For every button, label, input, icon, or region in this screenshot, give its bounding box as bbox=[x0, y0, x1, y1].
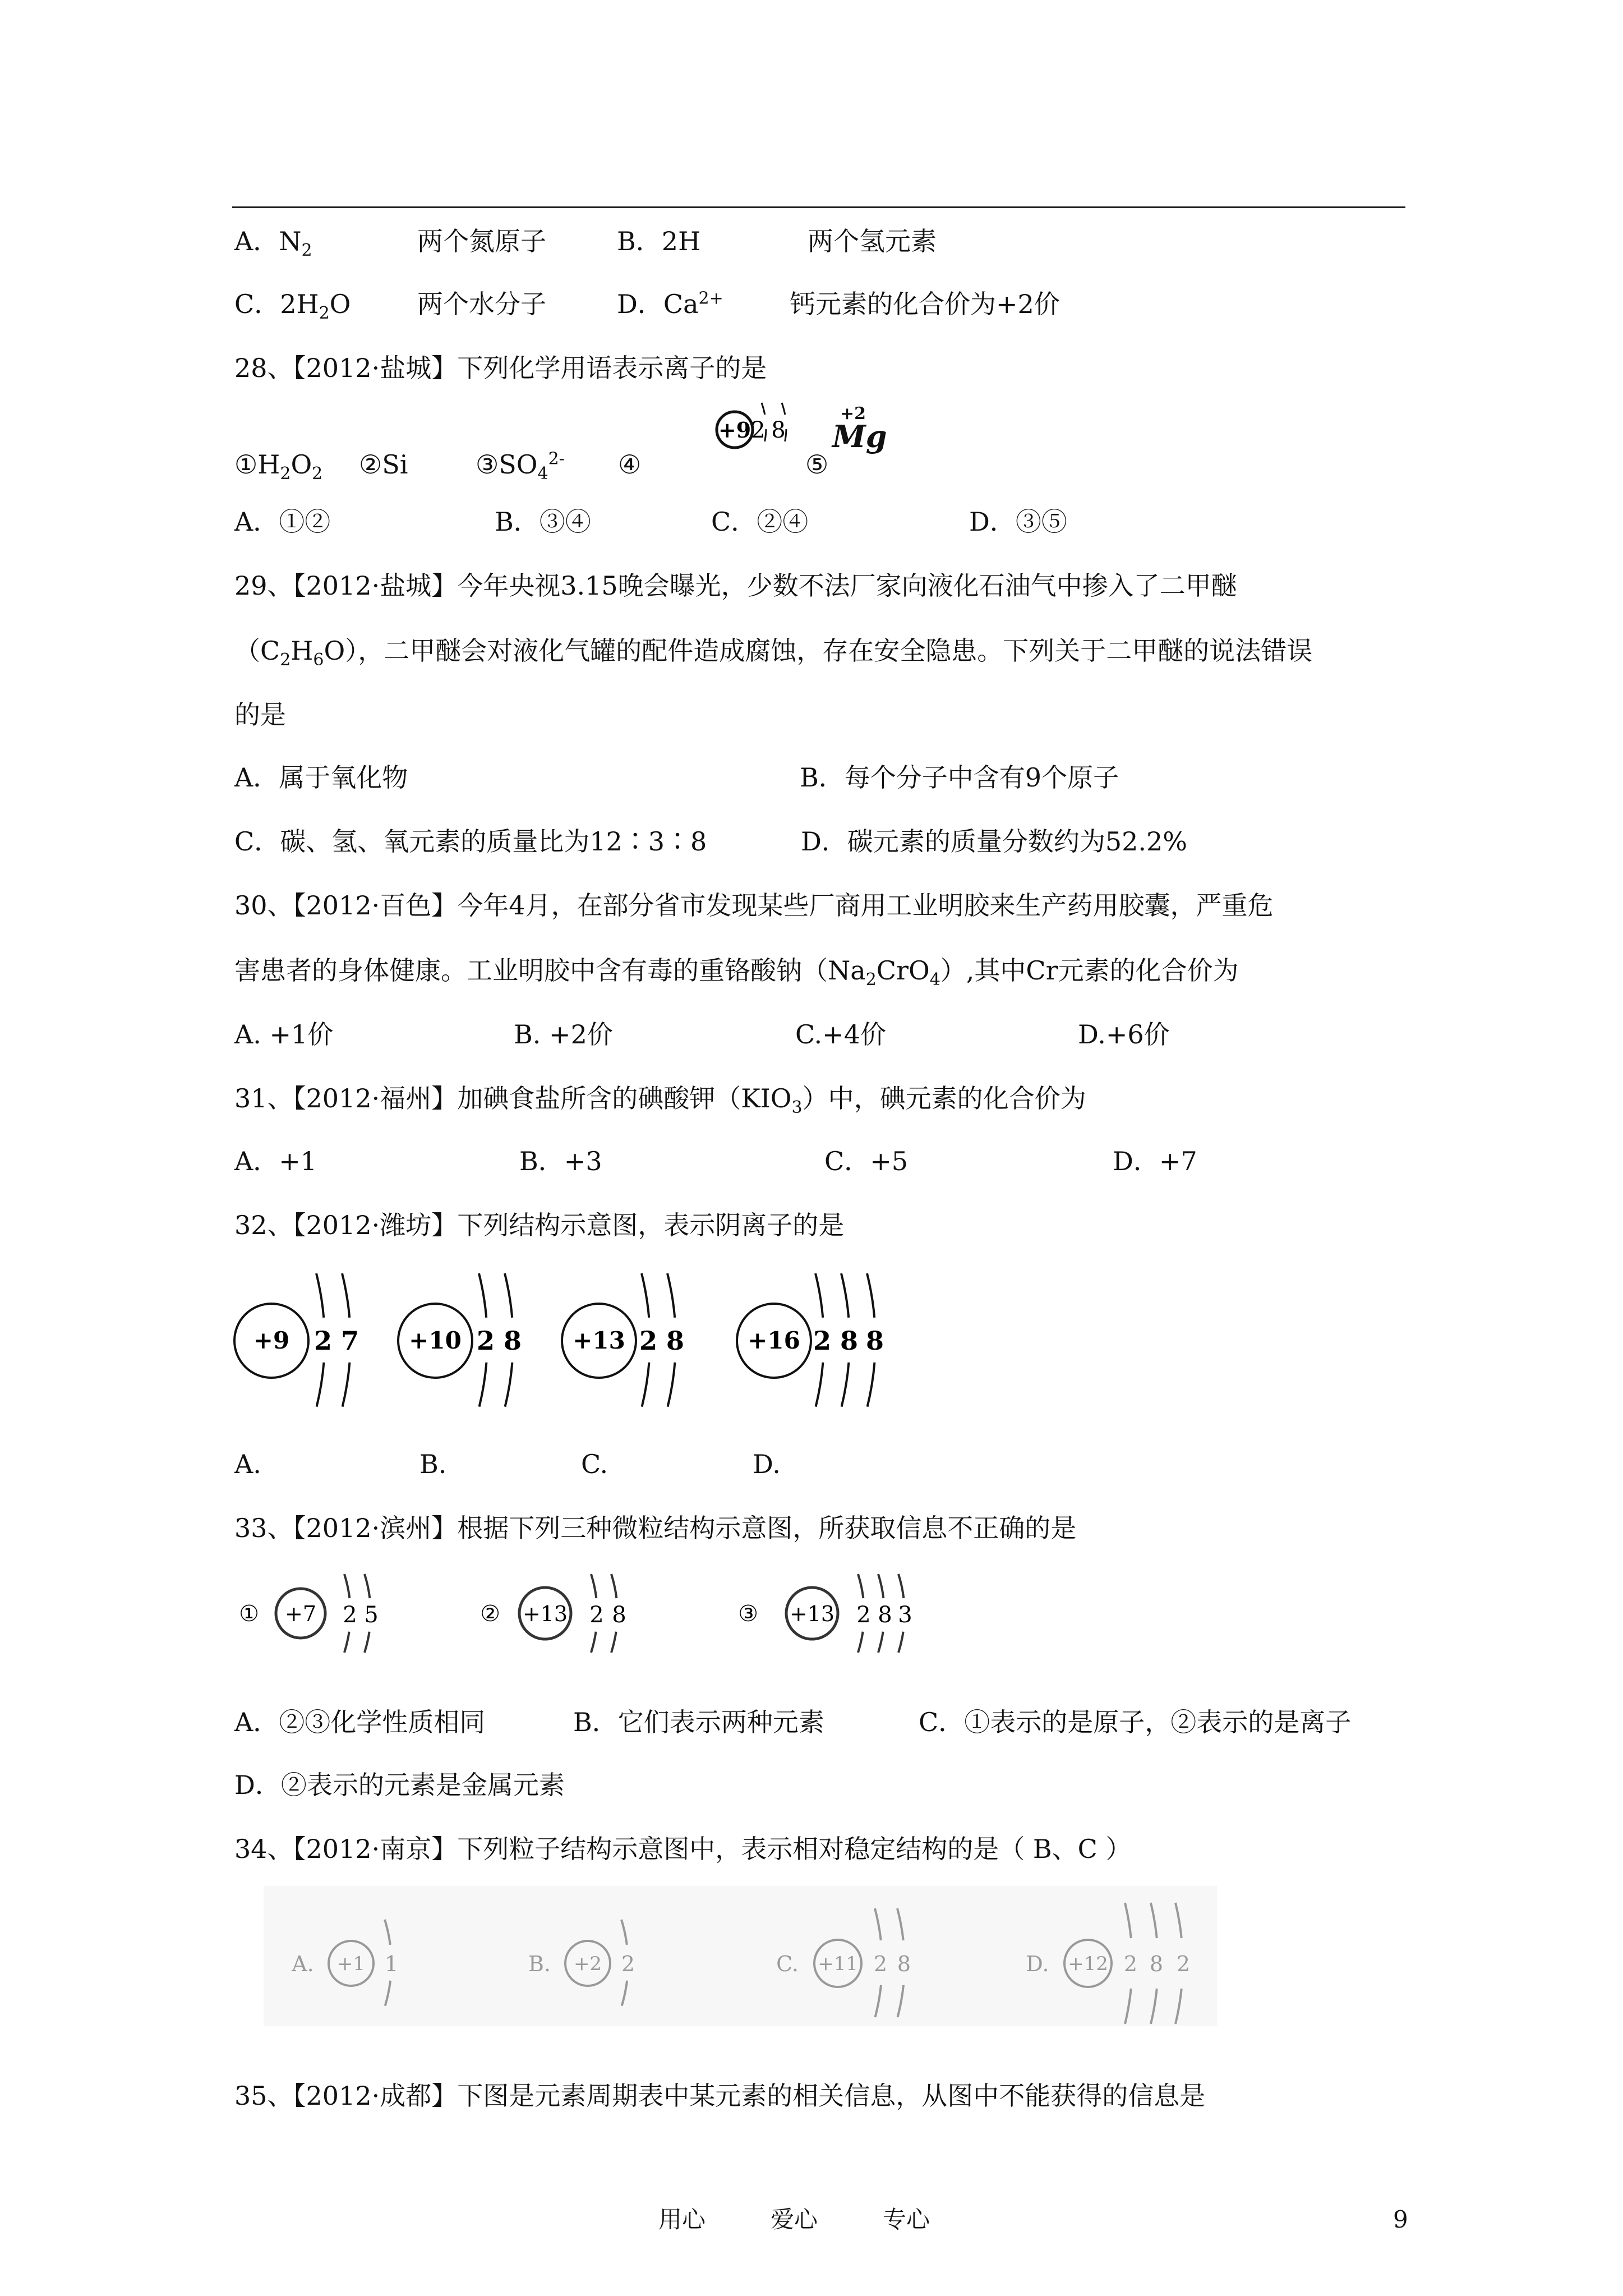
q34-c-nucleus: +11 bbox=[818, 1953, 858, 1975]
q33-index-3: ③ bbox=[738, 1601, 758, 1627]
q27-option-d-desc: 钙元素的化合价为+2价 bbox=[790, 289, 1060, 319]
q32-d-shell-1: 2 bbox=[813, 1326, 832, 1356]
q32-label-c: C. bbox=[581, 1449, 608, 1479]
q28-atom-diagram bbox=[712, 393, 791, 482]
q27-option-c-desc: 两个水分子 bbox=[417, 289, 546, 319]
q34-stem: 34、【2012·南京】下列粒子结构示意图中，表示相对稳定结构的是（ B、C ） bbox=[234, 1834, 1132, 1864]
q27-option-d: D．$Ca^{2+}$ bbox=[617, 288, 723, 319]
q35-stem: 35、【2012·成都】下图是元素周期表中某元素的相关信息，从图中不能获得的信息是 bbox=[234, 2081, 1206, 2111]
q34-d-label: D. bbox=[1026, 1952, 1049, 1976]
q28-mg-charge: +2 bbox=[840, 404, 866, 424]
q29-line-2: $(C_2H_6O)$，二甲醚会对液化气罐的配件造成腐蚀，存在安全隐患。下列关于二甲醚的说法错误 bbox=[234, 636, 1313, 670]
q34-d-shell-3: 2 bbox=[1176, 1952, 1191, 1976]
q33-figure-3 bbox=[738, 1574, 912, 1653]
q29-option-d: D．碳元素的质量分数约为52.2% bbox=[801, 826, 1188, 857]
q32-b-nucleus: +10 bbox=[409, 1327, 462, 1354]
q30-option-a: A. +1价 bbox=[234, 1019, 334, 1050]
q33-option-d: D．②表示的元素是金属元素 bbox=[234, 1770, 565, 1800]
q32-a-nucleus: +9 bbox=[253, 1327, 290, 1354]
q34-d-shell-2: 8 bbox=[1149, 1952, 1164, 1976]
q33-3-shell-2: 8 bbox=[878, 1602, 892, 1628]
q34-b-shell-1: 2 bbox=[621, 1952, 635, 1976]
q32-stem: 32、【2012·潍坊】下列结构示意图，表示阴离子的是 bbox=[234, 1210, 845, 1240]
q33-1-shell-2: 5 bbox=[364, 1602, 379, 1628]
q33-option-c: C．①表示的是原子，②表示的是离子 bbox=[919, 1707, 1352, 1737]
q31-option-d: D．+7 bbox=[1113, 1146, 1197, 1176]
q34-c-label: C. bbox=[776, 1952, 799, 1976]
q29-option-b: B．每个分子中含有9个原子 bbox=[800, 762, 1119, 793]
q34-a-shell-1: 1 bbox=[384, 1952, 399, 1976]
q28-stem: 28、【2012·盐城】下列化学用语表示离子的是 bbox=[234, 353, 767, 383]
q32-diagrams bbox=[232, 1262, 928, 1408]
q34-a-nucleus: +1 bbox=[336, 1953, 366, 1975]
q33-3-nucleus: +13 bbox=[789, 1602, 835, 1626]
q31-option-b: B．+3 bbox=[519, 1146, 602, 1176]
q29-option-a: A．属于氧化物 bbox=[234, 762, 408, 793]
q32-d-shell-3: 8 bbox=[865, 1326, 884, 1356]
q27-option-a: A．$N_2$ bbox=[234, 226, 312, 261]
q28-item-1: $①H_2O_2$ bbox=[234, 449, 323, 484]
q32-figure-c bbox=[562, 1273, 684, 1408]
footer-motto-2: 爱心 bbox=[771, 2206, 818, 2233]
header-rule bbox=[232, 206, 1405, 208]
q27-option-b: B．2H bbox=[617, 226, 701, 256]
q34-b-nucleus: +2 bbox=[573, 1953, 602, 1975]
q29-option-c: C．碳、氢、氧元素的质量比为12∶3∶8 bbox=[234, 826, 707, 857]
page-number: 9 bbox=[1393, 2206, 1408, 2233]
q33-3-shell-1: 2 bbox=[856, 1602, 871, 1628]
q27-option-c: C．$2H_2O$ bbox=[234, 289, 351, 324]
q34-b-label: B. bbox=[528, 1952, 551, 1976]
q28-option-a: A．①② bbox=[234, 507, 331, 537]
q29-line-1: 29、【2012·盐城】今年央视3.15晚会曝光，少数不法厂家向液化石油气中掺入了二甲醚 bbox=[234, 570, 1237, 601]
footer-motto-3: 专心 bbox=[883, 2206, 930, 2233]
q33-option-a: A．②③化学性质相同 bbox=[234, 1707, 486, 1737]
q33-option-b: B．它们表示两种元素 bbox=[573, 1707, 824, 1737]
q32-a-shell-2: 7 bbox=[340, 1326, 359, 1356]
q31-stem: 31、【2012·福州】加碘食盐所含的碘酸钾$(KIO_3)$中，碘元素的化合价为 bbox=[234, 1083, 1086, 1118]
q32-c-shell-1: 2 bbox=[639, 1326, 658, 1356]
q32-label-d: D. bbox=[753, 1449, 781, 1479]
q28-nucleus-label: +9 bbox=[718, 417, 751, 443]
q34-a-label: A. bbox=[292, 1952, 314, 1976]
q33-2-nucleus: +13 bbox=[522, 1602, 568, 1626]
q32-b-shell-1: 2 bbox=[476, 1326, 495, 1356]
q33-index-1: ① bbox=[239, 1601, 259, 1627]
q32-figure-a bbox=[234, 1273, 359, 1408]
q28-item-4: ④ bbox=[618, 449, 642, 480]
q32-label-a: A. bbox=[234, 1449, 261, 1479]
q33-1-shell-1: 2 bbox=[343, 1602, 357, 1628]
q27-option-b-desc: 两个氢元素 bbox=[808, 226, 937, 256]
q34-c-shell-2: 8 bbox=[897, 1952, 911, 1976]
q28-item-5: ⑤ bbox=[805, 449, 829, 480]
q32-a-shell-1: 2 bbox=[313, 1326, 333, 1356]
q32-d-nucleus: +16 bbox=[748, 1327, 800, 1354]
q32-c-nucleus: +13 bbox=[573, 1327, 625, 1354]
q28-option-c: C．②④ bbox=[711, 507, 809, 537]
q32-label-b: B. bbox=[419, 1449, 447, 1479]
q34-d-nucleus: +12 bbox=[1068, 1953, 1108, 1975]
q30-line-2: 害患者的身体健康。工业明胶中含有毒的重铬酸钠$(Na_2CrO_4)$,其中Cr元素的化合价为 bbox=[234, 955, 1239, 990]
q30-option-b: B. +2价 bbox=[514, 1019, 613, 1050]
q32-d-shell-2: 8 bbox=[840, 1326, 859, 1356]
q33-figure-2 bbox=[480, 1574, 626, 1653]
q30-line-1: 30、【2012·百色】今年4月，在部分省市发现某些厂商用工业明胶来生产药用胶囊，严重危 bbox=[234, 890, 1274, 921]
q27-option-a-desc: 两个氮原子 bbox=[417, 226, 546, 256]
q30-option-d: D.+6价 bbox=[1078, 1019, 1170, 1050]
q33-3-shell-3: 3 bbox=[898, 1602, 912, 1628]
q34-d-shell-1: 2 bbox=[1123, 1952, 1138, 1976]
q33-1-nucleus: +7 bbox=[284, 1602, 317, 1626]
q33-figure-1 bbox=[239, 1574, 379, 1653]
q28-item-2: ②Si bbox=[359, 449, 408, 480]
q33-index-2: ② bbox=[480, 1601, 500, 1627]
q31-option-a: A．+1 bbox=[234, 1146, 317, 1176]
q29-line-3: 的是 bbox=[234, 700, 286, 730]
q32-c-shell-2: 8 bbox=[666, 1326, 685, 1356]
q32-b-shell-2: 8 bbox=[503, 1326, 522, 1356]
q28-mg-symbol: Mg bbox=[832, 418, 887, 454]
q28-option-b: B．③④ bbox=[495, 507, 591, 537]
q28-item-3: $③SO_4^{2-}$ bbox=[476, 449, 565, 484]
q34-diagrams bbox=[264, 1886, 1217, 2026]
q28-shell-1: 2 bbox=[751, 417, 766, 443]
q32-figure-b bbox=[398, 1273, 522, 1408]
q33-stem: 33、【2012·滨州】根据下列三种微粒结构示意图，所获取信息不正确的是 bbox=[234, 1513, 1077, 1543]
q33-2-shell-1: 2 bbox=[589, 1602, 604, 1628]
q33-2-shell-2: 8 bbox=[612, 1602, 626, 1628]
footer-motto-1: 用心 bbox=[658, 2206, 706, 2233]
q32-figure-d bbox=[737, 1273, 884, 1408]
q28-option-d: D．③⑤ bbox=[969, 507, 1067, 537]
q31-option-c: C．+5 bbox=[824, 1146, 909, 1176]
q28-shell-2: 8 bbox=[771, 417, 786, 443]
q30-option-c: C.+4价 bbox=[795, 1019, 886, 1050]
q34-c-shell-1: 2 bbox=[873, 1952, 888, 1976]
q33-diagrams bbox=[232, 1571, 1006, 1655]
